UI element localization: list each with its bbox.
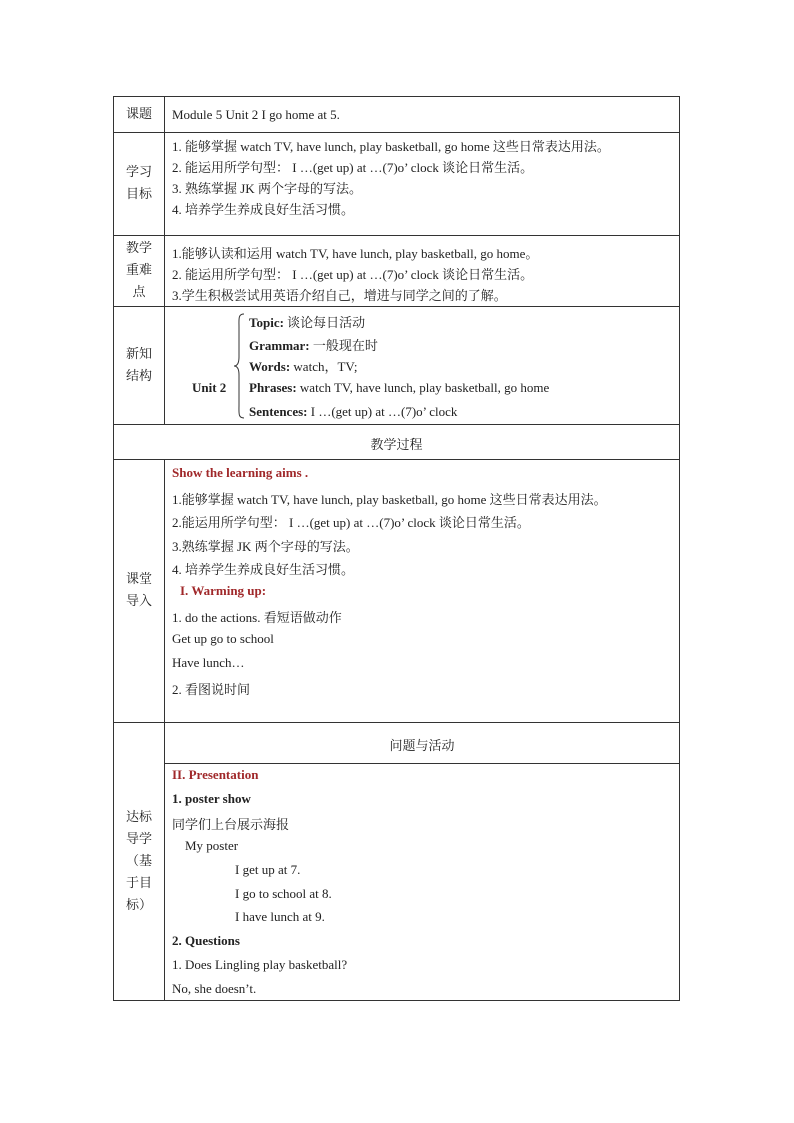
goal-line: 3. 熟练掌握 JK 两个字母的写法。 bbox=[172, 181, 362, 196]
row-key-points bbox=[113, 235, 680, 306]
key-point-line: 1.能够认读和运用 watch TV, have lunch, play basketball, go home。 bbox=[172, 246, 539, 261]
label-knowledge-structure: 新知结构 bbox=[114, 307, 165, 424]
row-process-header bbox=[113, 424, 680, 459]
knowledge-structure-content bbox=[165, 307, 679, 424]
label-key-points: 教学重难点 bbox=[114, 236, 165, 306]
goal-line: 2. 能运用所学句型： I …(get up) at …(7)o’ clock 谈论日常生活。 bbox=[172, 160, 534, 175]
questions-title: 2. Questions bbox=[172, 933, 240, 948]
poster-title: 1. poster show bbox=[172, 791, 251, 806]
key-points-content bbox=[165, 236, 679, 306]
curly-brace-icon bbox=[233, 313, 245, 419]
label-guided-learning: 达标导学（基于目标） bbox=[114, 723, 165, 1000]
goal-line: 4. 培养学生养成良好生活习惯。 bbox=[172, 202, 355, 217]
structure-words: Words: watch，TV; bbox=[249, 359, 358, 374]
row-introduction bbox=[113, 459, 680, 722]
aim-line: 2.能运用所学句型： I …(get up) at …(7)o’ clock 谈论日常生活。 bbox=[172, 515, 530, 530]
unit-label: Unit 2 bbox=[192, 380, 227, 395]
aim-line: 4. 培养学生养成良好生活习惯。 bbox=[172, 562, 355, 577]
warming-title: I. Warming up: bbox=[180, 583, 267, 598]
lesson-plan-table bbox=[113, 96, 680, 1001]
poster-intro: 同学们上台展示海报 bbox=[172, 817, 290, 832]
lesson-title: Module 5 Unit 2 I go home at 5. bbox=[172, 107, 340, 122]
warming-line: Get up go to school bbox=[172, 631, 274, 646]
activities-header: 问题与活动 bbox=[389, 739, 455, 754]
key-point-line: 3.学生积极尝试用英语介绍自己，增进与同学之间的了解。 bbox=[172, 288, 507, 303]
key-point-line: 2. 能运用所学句型： I …(get up) at …(7)o’ clock 谈论日常生活。 bbox=[172, 267, 534, 282]
poster-line: I have lunch at 9. bbox=[235, 909, 325, 924]
aim-line: 1.能够掌握 watch TV, have lunch, play basketball, go home 这些日常表达用法。 bbox=[172, 492, 607, 507]
learning-goals-content bbox=[165, 133, 679, 235]
row-learning-goals bbox=[113, 132, 680, 235]
aim-line: 3.熟练掌握 JK 两个字母的写法。 bbox=[172, 539, 359, 554]
label-introduction: 课堂导入 bbox=[114, 460, 165, 722]
warming-line: 2. 看图说时间 bbox=[172, 682, 251, 697]
divider bbox=[165, 763, 679, 764]
introduction-content bbox=[165, 460, 679, 722]
goal-line: 1. 能够掌握 watch TV, have lunch, play basketball, go home 这些日常表达用法。 bbox=[172, 139, 610, 154]
poster-head: My poster bbox=[185, 838, 239, 853]
structure-topic: Topic: 谈论每日活动 bbox=[249, 315, 366, 330]
label-learning-goals: 学习目标 bbox=[114, 133, 165, 235]
poster-line: I go to school at 8. bbox=[235, 886, 332, 901]
guided-learning-content bbox=[165, 723, 679, 1000]
structure-phrases: Phrases: watch TV, have lunch, play basketball, go home bbox=[249, 380, 550, 395]
warming-line: Have lunch… bbox=[172, 655, 245, 670]
answer-line: No, she doesn’t. bbox=[172, 981, 257, 996]
row-guided-learning bbox=[113, 722, 680, 1001]
topic-content bbox=[165, 97, 679, 132]
row-topic bbox=[113, 96, 680, 132]
process-header: 教学过程 bbox=[370, 438, 423, 453]
poster-line: I get up at 7. bbox=[235, 862, 301, 877]
question-line: 1. Does Lingling play basketball? bbox=[172, 957, 348, 972]
label-topic: 课题 bbox=[114, 97, 165, 132]
structure-grammar: Grammar: 一般现在时 bbox=[249, 338, 378, 353]
presentation-title: II. Presentation bbox=[172, 767, 259, 782]
structure-sentences: Sentences: I …(get up) at …(7)o’ clock bbox=[249, 404, 458, 419]
row-knowledge-structure bbox=[113, 306, 680, 424]
aims-title: Show the learning aims . bbox=[172, 465, 309, 480]
warming-line: 1. do the actions. 看短语做动作 bbox=[172, 610, 342, 625]
